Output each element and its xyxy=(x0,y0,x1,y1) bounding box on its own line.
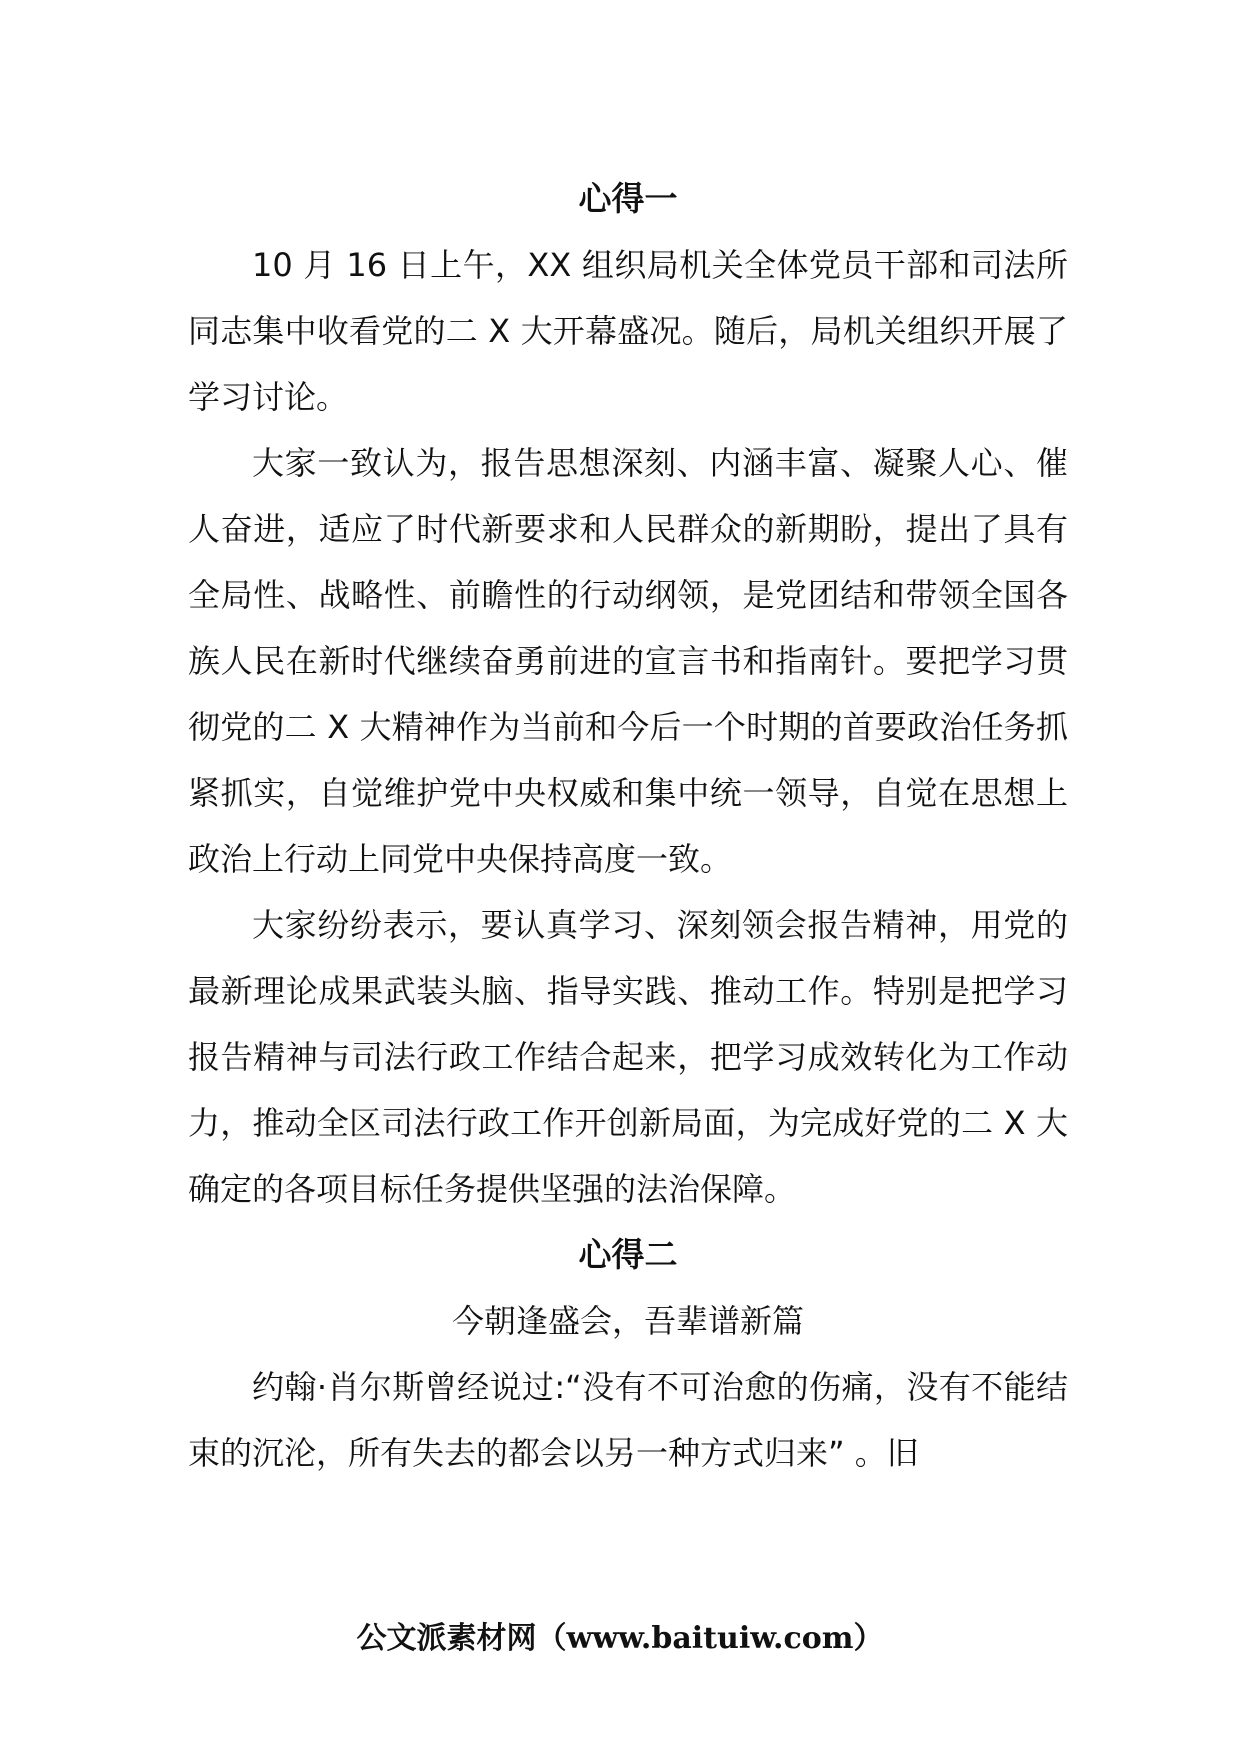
section-1-heading: 心得一 xyxy=(578,179,678,218)
section-1-paragraph-3: 大家纷纷表示，要认真学习、深刻领会报告精神，用党的最新理论成果武装头脑、指导实践、推动工作。特别是把学习报告精神与司法行政工作结合起来，把学习成效转化为工作动力，推动全区司法行政工作开创新局面，为完成好党的二 X 大确定的各项目标任务提供坚强的法治保障。 xyxy=(188,906,1068,1208)
section-2-heading: 心得二 xyxy=(578,1235,678,1274)
section-1-paragraph-1: 10 月 16 日上午，XX 组织局机关全体党员干部和司法所同志集中收看党的二 X 大开幕盛况。随后，局机关组织开展了学习讨论。 xyxy=(188,246,1068,416)
document-body xyxy=(188,166,1068,1486)
section-2-subtitle: 今朝逢盛会，吾辈谱新篇 xyxy=(451,1302,804,1340)
section-2-paragraph-1: 约翰·肖尔斯曾经说过:“没有不可治愈的伤痛，没有不能结束的沉沦，所有失去的都会以另一种方式归来” 。旧 xyxy=(188,1368,1068,1472)
footer-watermark: 公文派素材网（www.baituiw.com） xyxy=(356,1621,884,1656)
section-1-paragraph-2: 大家一致认为，报告思想深刻、内涵丰富、凝聚人心、催人奋进，适应了时代新要求和人民群众的新期盼，提出了具有全局性、战略性、前瞻性的行动纲领，是党团结和带领全国各族人民在新时代继续奋勇前进的宣言书和指南针。要把学习贯彻党的二 X 大精神作为当前和今后一个时期的首要政治任务抓紧抓实，自觉维护党中央权威和集中统一领导，自觉在思想上政治上行动上同党中央保持高度一致。 xyxy=(188,444,1068,878)
